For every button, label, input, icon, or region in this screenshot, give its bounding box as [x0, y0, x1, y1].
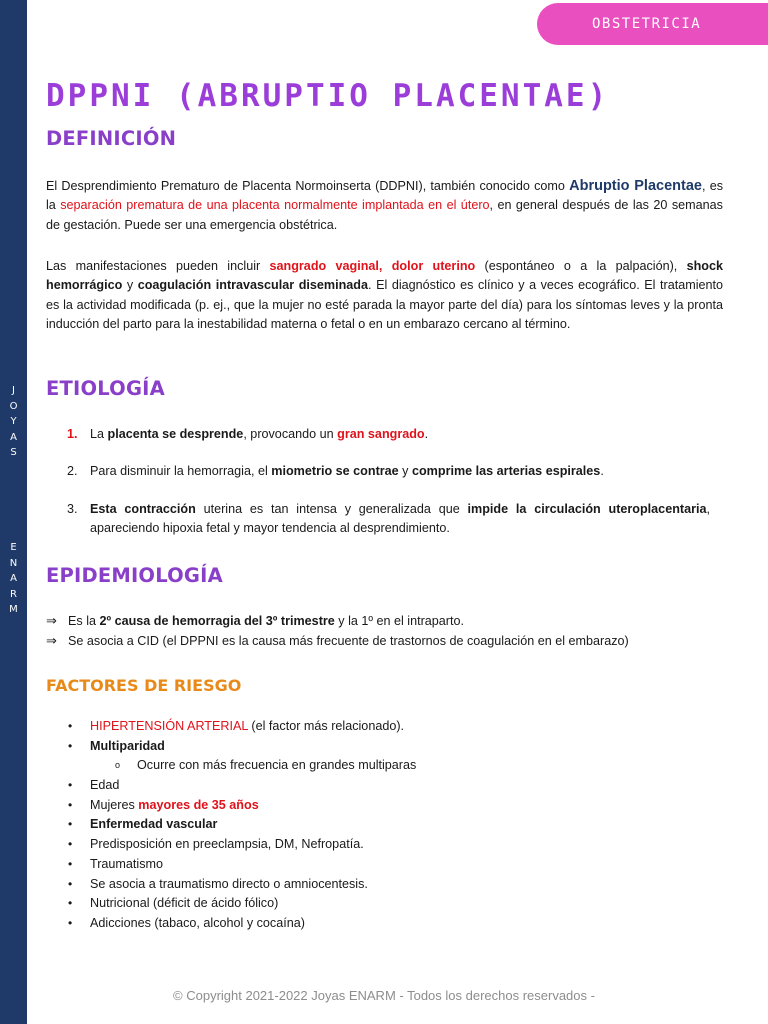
- text: .: [600, 464, 604, 478]
- circle-bullet-icon: o: [115, 760, 121, 771]
- text: Predisposición en preeclampsia, DM, Nefropatía.: [90, 837, 364, 852]
- list-item: [46, 914, 416, 934]
- list-item: [46, 737, 416, 757]
- text: El Desprendimiento Prematuro de Placenta Normoinserta (DDPNI), también conocido como: [46, 179, 570, 193]
- definition-paragraph: [46, 177, 723, 235]
- bold-text: 2º causa de hemorragia del 3º trimestre: [99, 614, 335, 628]
- bold-text: Enfermedad vascular: [90, 817, 218, 832]
- manifestations-paragraph: [46, 257, 723, 334]
- text: uterina es tan intensa y generalizada que: [195, 502, 468, 516]
- text: , en general después de las 20 semanas de gestación. Puede ser una emergencia obstétrica.: [46, 198, 723, 232]
- list-item: [46, 612, 629, 632]
- epidemiology-list: [46, 612, 629, 651]
- sub-list-item: [46, 756, 416, 776]
- list-item-text: [90, 500, 710, 539]
- bold-text: comprime las arterias espirales: [411, 464, 601, 478]
- sidebar-letter: J: [12, 385, 15, 396]
- section-heading-epidemiologia: EPIDEMIOLOGÍA: [46, 564, 223, 587]
- text: Las manifestaciones pueden incluir: [46, 259, 270, 273]
- text: La: [90, 427, 108, 441]
- text: (el factor más relacionado).: [247, 719, 405, 733]
- highlight-text: separación prematura de una placenta normalmente implantada en el útero: [60, 198, 490, 213]
- text: Se asocia a CID (el DPPNI es la causa más frecuente de trastornos de coagulación en el embarazo): [68, 633, 629, 648]
- text: y: [398, 464, 412, 478]
- sidebar-letter: A: [10, 573, 17, 585]
- sidebar-letter: E: [10, 542, 17, 553]
- text: Se asocia a traumatismo directo o amniocentesis.: [90, 876, 368, 891]
- sidebar-letter: O: [9, 400, 18, 412]
- bullet-icon: •: [68, 797, 73, 812]
- bold-text: miometrio se contrae: [271, 464, 399, 478]
- bullet-icon: •: [68, 915, 73, 930]
- list-item: [46, 776, 416, 796]
- bullet-icon: •: [68, 896, 73, 911]
- sidebar-letter: S: [10, 447, 17, 459]
- bullet-icon: •: [68, 738, 73, 753]
- list-item: [46, 632, 629, 652]
- category-tag: OBSTETRICIA: [537, 3, 768, 45]
- list-number: 3.: [67, 502, 78, 516]
- list-item: [46, 855, 416, 875]
- section-heading-etiologia: ETIOLOGÍA: [46, 377, 165, 400]
- bold-text: coagulación intravascular diseminada: [137, 278, 369, 293]
- sidebar-label-joyas: [0, 383, 27, 461]
- arrow-icon: ⇒: [46, 614, 57, 629]
- text: , apareciendo hipoxia fetal y mayor tendencia al desprendimiento.: [90, 502, 710, 536]
- text: Adicciones (tabaco, alcohol y cocaína): [90, 915, 305, 930]
- risk-factors-list: [46, 717, 416, 934]
- text: y la 1º en el intraparto.: [334, 614, 465, 628]
- highlight-text: sangrado vaginal, dolor uterino: [269, 259, 476, 273]
- list-item: [46, 815, 416, 835]
- text: Es la: [68, 614, 100, 628]
- bold-text: Multiparidad: [90, 738, 165, 753]
- text: Para disminuir la hemorragia, el: [90, 464, 272, 478]
- bullet-icon: •: [68, 719, 73, 733]
- list-item: [46, 894, 416, 914]
- list-number: 1.: [67, 427, 78, 441]
- text: Mujeres: [90, 797, 139, 812]
- list-item: [46, 875, 416, 895]
- text: Nutricional (déficit de ácido fólico): [90, 896, 279, 911]
- bold-text: placenta se desprende: [107, 427, 244, 441]
- text: . El diagnóstico es clínico y a veces ecográfico. El tratamiento es la actividad modificada (p. ej., que la mujer no esté parada la mayor parte del día) para los síntomas leves y la pronta inducción del parto para la inestabilidad materna o fetal o en un embarazo cercano al término.: [46, 278, 724, 331]
- bullet-icon: •: [68, 837, 73, 852]
- page-title: DPPNI (ABRUPTIO PLACENTAE): [46, 78, 610, 114]
- list-item-text: [90, 462, 710, 481]
- highlight-text: gran sangrado: [337, 427, 425, 441]
- text: , provocando un: [243, 427, 338, 441]
- list-item: [46, 717, 416, 737]
- text: Traumatismo: [90, 856, 164, 871]
- text: .: [424, 427, 429, 441]
- highlight-term: Abruptio Placentae: [569, 178, 702, 194]
- bullet-icon: •: [68, 876, 73, 891]
- sidebar-letter: A: [10, 431, 17, 443]
- highlight-text: HIPERTENSIÓN ARTERIAL: [90, 719, 248, 733]
- bullet-icon: •: [68, 778, 73, 793]
- bullet-icon: •: [68, 817, 73, 832]
- sidebar-letter: M: [9, 604, 18, 616]
- left-sidebar: [0, 0, 27, 1024]
- sidebar-letter: N: [9, 557, 18, 569]
- bold-text: shock hemorrágico: [46, 259, 723, 293]
- sidebar-letter: R: [10, 588, 17, 600]
- text: Ocurre con más frecuencia en grandes multiparas: [137, 758, 417, 773]
- text: , es la: [46, 179, 723, 213]
- copyright-footer: © Copyright 2021-2022 Joyas ENARM - Todos los derechos reservados -: [173, 988, 595, 1003]
- sidebar-letter: Y: [10, 416, 17, 428]
- arrow-icon: ⇒: [46, 633, 57, 649]
- list-item-text: [90, 425, 710, 444]
- section-heading-factores: FACTORES DE RIESGO: [46, 676, 242, 695]
- text: Edad: [90, 778, 120, 793]
- bold-text: impide la circulación uteroplacentaria: [467, 502, 707, 516]
- section-heading-definicion: DEFINICIÓN: [46, 127, 177, 150]
- bullet-icon: •: [68, 856, 73, 871]
- text: (espontáneo o a la palpación),: [475, 259, 687, 273]
- list-number: 2.: [67, 464, 78, 478]
- list-item: [46, 796, 416, 816]
- highlight-text: mayores de 35 años: [138, 797, 259, 812]
- list-item: [46, 835, 416, 855]
- text: y: [122, 278, 138, 293]
- bold-text: Esta contracción: [90, 502, 196, 516]
- sidebar-label-enarm: [0, 540, 27, 618]
